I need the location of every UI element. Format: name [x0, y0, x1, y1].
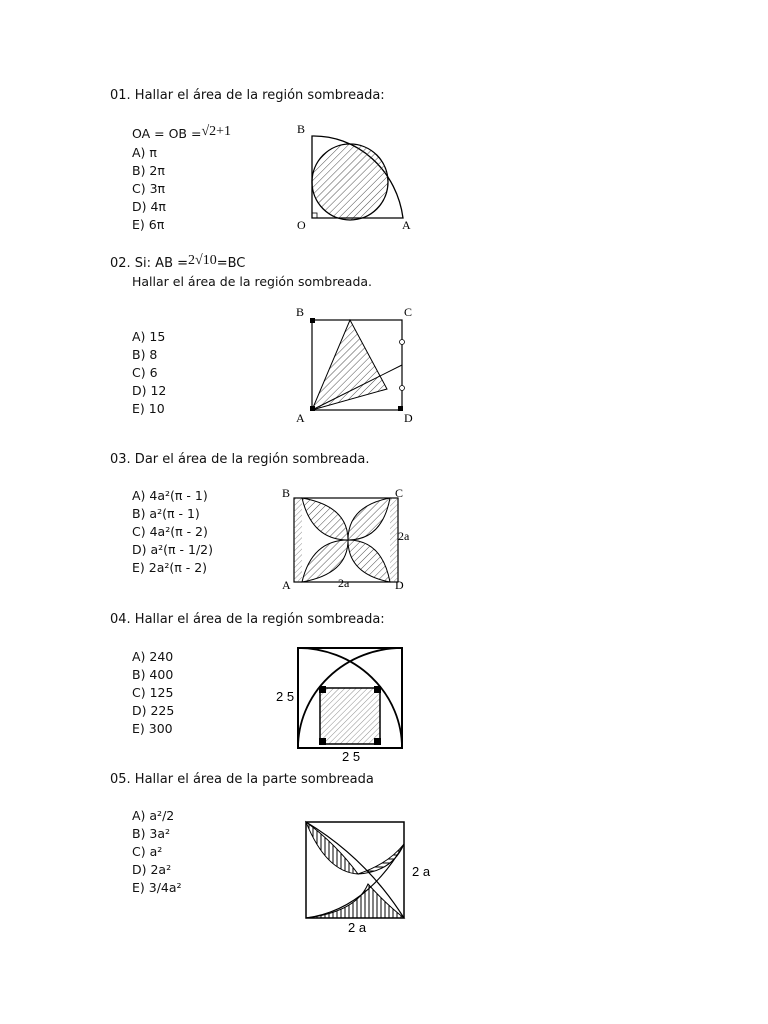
- q2-tick-mark-2: [400, 386, 405, 391]
- q3-options: [132, 487, 213, 577]
- q2-title-prefix: 02. Si: AB =: [110, 256, 189, 271]
- q2-option-a: A) 15: [132, 329, 166, 344]
- q5-options: [132, 807, 182, 897]
- q3-option-d: D) a²(π - 1/2): [132, 542, 213, 557]
- q1-figure: [290, 118, 420, 236]
- q4-option-c: C) 125: [132, 685, 174, 700]
- q2-label-a: A: [296, 411, 305, 425]
- q1-option-d: D) 4π: [132, 199, 166, 214]
- q4-options: [132, 648, 174, 738]
- q3-label-side: 2a: [398, 529, 410, 543]
- q2-label-b: B: [296, 305, 305, 319]
- q5-figure: [296, 814, 436, 936]
- q2-corner-b: [310, 318, 315, 323]
- q1-label-o: O: [297, 218, 306, 232]
- q5-shaded-top-left: [306, 822, 358, 874]
- q1-option-b: B) 2π: [132, 163, 165, 178]
- q2-corner-d: [398, 406, 403, 411]
- q1-shaded-circle: [312, 144, 388, 220]
- q3-title: 03. Dar el área de la región sombreada.: [110, 452, 370, 467]
- q2-title-value: 2√10: [188, 253, 217, 268]
- q5-option-e: E) 3/4a²: [132, 880, 182, 895]
- q2-option-b: B) 8: [132, 347, 158, 362]
- q5-shaded-bottom: [306, 884, 404, 918]
- q3-label-b: B: [282, 486, 291, 500]
- q1-given-value: √2+1: [201, 124, 232, 139]
- q3-option-b: B) a²(π - 1): [132, 506, 200, 521]
- q2-figure: [290, 302, 420, 428]
- q3-right-strip: [390, 498, 398, 582]
- q4-shaded-square: [320, 688, 380, 744]
- q1-option-e: E) 6π: [132, 217, 165, 232]
- q2-title: [110, 253, 246, 272]
- q4-label-bottom: 2 5: [342, 749, 361, 764]
- q5-title: 05. Hallar el área de la parte sombreada: [110, 772, 374, 787]
- q1-given-prefix: OA = OB =: [132, 126, 202, 141]
- q5-option-d: D) 2a²: [132, 862, 172, 877]
- q1-option-c: C) 3π: [132, 181, 166, 196]
- q4-option-d: D) 225: [132, 703, 175, 718]
- q4-option-e: E) 300: [132, 721, 173, 736]
- q1-label-a: A: [402, 218, 411, 232]
- q4-title: 04. Hallar el área de la región sombreada:: [110, 612, 385, 627]
- q2-title-suffix: =BC: [216, 256, 246, 271]
- q5-label-bottom: 2 a: [348, 920, 367, 935]
- q2-corner-a: [310, 406, 315, 411]
- q2-option-e: E) 10: [132, 401, 165, 416]
- q3-label-bottom: 2a: [338, 576, 350, 590]
- q4-label-side: 2 5: [276, 689, 295, 704]
- q1-right-angle-mark: [312, 213, 317, 218]
- q1-options: [132, 144, 166, 234]
- q3-left-strip: [294, 498, 302, 582]
- q5-option-c: C) a²: [132, 844, 163, 859]
- q4-corner-br: [374, 738, 381, 745]
- q3-petal-top-right: [348, 498, 390, 540]
- q1-given: [132, 126, 231, 143]
- q3-label-a: A: [282, 578, 291, 592]
- q2-label-d: D: [404, 411, 413, 425]
- q1-option-a: A) π: [132, 145, 157, 160]
- q3-label-c: C: [395, 486, 404, 500]
- q4-option-b: B) 400: [132, 667, 174, 682]
- q4-figure: [272, 642, 412, 766]
- q3-option-a: A) 4a²(π - 1): [132, 488, 208, 503]
- q5-label-side: 2 a: [412, 864, 431, 879]
- q2-shaded-triangle: [312, 320, 387, 410]
- q4-corner-tr: [374, 686, 381, 693]
- q4-option-a: A) 240: [132, 649, 174, 664]
- q4-corner-tl: [319, 686, 326, 693]
- q3-petal-bottom-right: [348, 540, 390, 582]
- q4-corner-bl: [319, 738, 326, 745]
- q2-option-c: C) 6: [132, 365, 158, 380]
- q3-option-e: E) 2a²(π - 2): [132, 560, 208, 575]
- q2-tick-mark-1: [400, 340, 405, 345]
- q1-label-b: B: [297, 122, 306, 136]
- q3-label-d: D: [395, 578, 404, 592]
- q5-shaded-right: [358, 844, 404, 874]
- q3-option-c: C) 4a²(π - 2): [132, 524, 208, 539]
- q3-petal-top-left: [302, 498, 348, 540]
- q2-options: [132, 328, 166, 418]
- q2-option-d: D) 12: [132, 383, 167, 398]
- q3-figure: [276, 484, 416, 596]
- q2-label-c: C: [404, 305, 413, 319]
- q1-title: 01. Hallar el área de la región sombreada:: [110, 88, 385, 103]
- q5-option-b: B) 3a²: [132, 826, 171, 841]
- q2-subtitle: Hallar el área de la región sombreada.: [132, 274, 373, 289]
- q5-option-a: A) a²/2: [132, 808, 175, 823]
